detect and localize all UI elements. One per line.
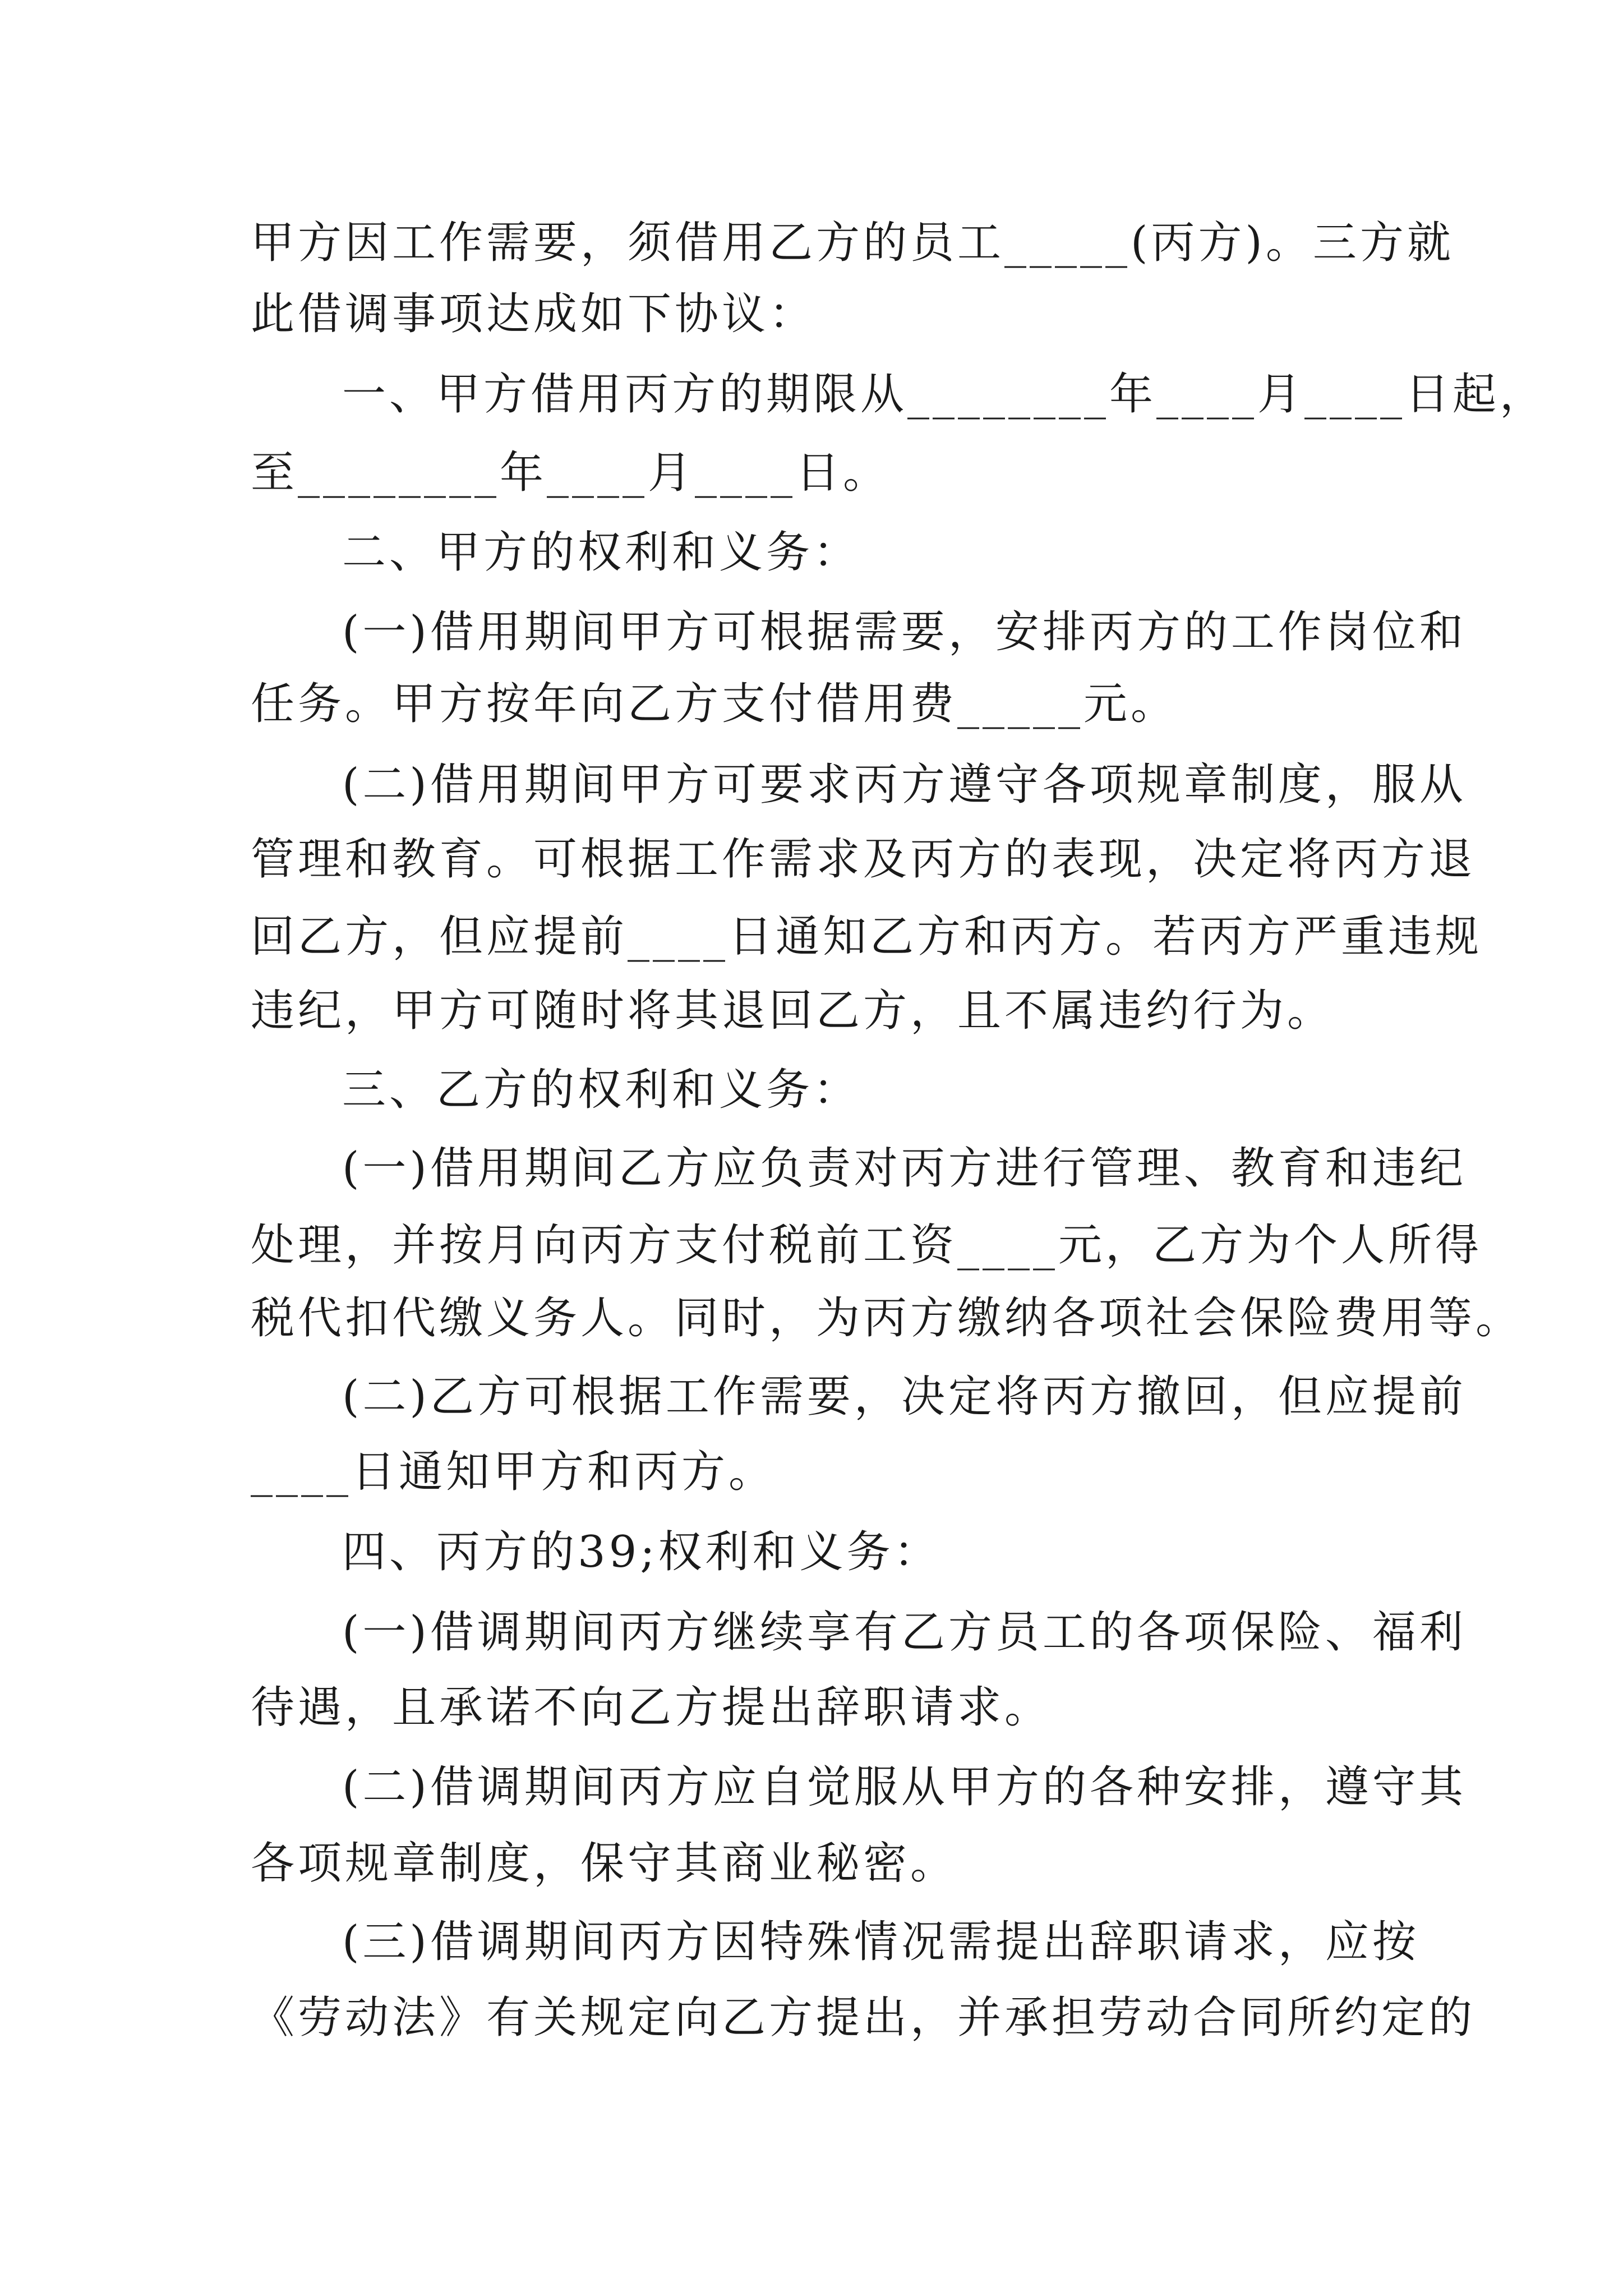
paragraph-line: 任务。甲方按年向乙方支付借用费_____元。: [251, 679, 1178, 729]
paragraph-line: 处理，并按月向丙方支付税前工资____元，乙方为个人所得: [251, 1220, 1483, 1271]
paragraph-line: (二)乙方可根据工作需要，决定将丙方撤回，但应提前: [342, 1372, 1467, 1422]
paragraph-line: 甲方因工作需要，须借用乙方的员工_____(丙方)。三方就: [251, 218, 1454, 268]
paragraph-line: (三)借调期间丙方因特殊情况需提出辞职请求，应按: [342, 1917, 1419, 1967]
paragraph-line: 二、甲方的权利和义务：: [342, 527, 861, 578]
paragraph-line: (二)借调期间丙方应自觉服从甲方的各种安排，遵守其: [342, 1762, 1467, 1812]
paragraph-line: 三、乙方的权利和义务：: [342, 1065, 861, 1115]
paragraph-line: 回乙方，但应提前____日通知乙方和丙方。若丙方严重违规: [251, 912, 1483, 962]
paragraph-line: 税代扣代缴义务人。同时，为丙方缴纳各项社会保险费用等。: [251, 1293, 1523, 1343]
paragraph-line: 待遇，且承诺不向乙方提出辞职请求。: [251, 1682, 1052, 1733]
paragraph-line: (一)借用期间乙方应负责对丙方进行管理、教育和违纪: [342, 1143, 1467, 1194]
paragraph-line: 管理和教育。可根据工作需求及丙方的表现，决定将丙方退: [251, 834, 1476, 885]
paragraph-line: 各项规章制度，保守其商业秘密。: [251, 1838, 958, 1889]
paragraph-line: 此借调事项达成如下协议：: [251, 289, 817, 339]
paragraph-line: 《劳动法》有关规定向乙方提出，并承担劳动合同所约定的: [251, 1993, 1476, 2043]
paragraph-line: 违纪，甲方可随时将其退回乙方，且不属违约行为。: [251, 986, 1335, 1036]
paragraph-line: 一、甲方借用丙方的期限从________年____月____日起，: [342, 369, 1547, 420]
paragraph-line: (一)借用期间甲方可根据需要，安排丙方的工作岗位和: [342, 607, 1467, 657]
paragraph-line: (一)借调期间丙方继续享有乙方员工的各项保险、福利: [342, 1607, 1467, 1658]
paragraph-line: 四、丙方的39;权利和义务：: [342, 1527, 941, 1577]
paragraph-line: ____日通知甲方和丙方。: [251, 1447, 776, 1497]
paragraph-line: (二)借用期间甲方可要求丙方遵守各项规章制度，服从: [342, 760, 1467, 810]
paragraph-line: 至________年____月____日。: [251, 448, 891, 498]
